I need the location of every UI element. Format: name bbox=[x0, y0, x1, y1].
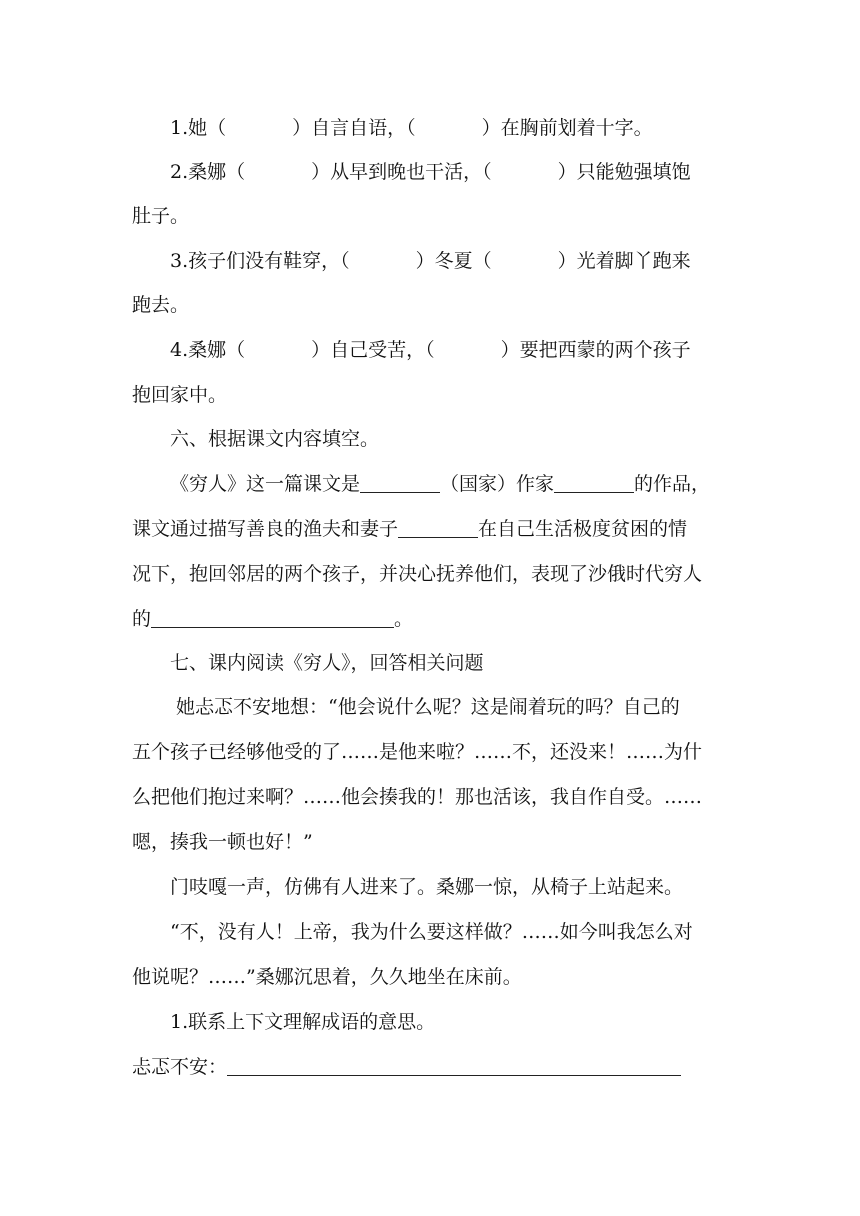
passage-line: 嗯，揍我一顿也好！” bbox=[132, 831, 313, 853]
q5-4 bbox=[170, 336, 770, 364]
passage-line: 么把他们抱过来啊？……他会揍我的！那也活该，我自作自受。…… bbox=[132, 786, 703, 808]
section6-title: 六、根据课文内容填空。 bbox=[170, 428, 380, 450]
text: 课文通过描写善良的渔夫和妻子 bbox=[132, 518, 399, 540]
q-text: ）在胸前划着十字。 bbox=[481, 117, 653, 139]
q-text: ）只能勉强填饱 bbox=[557, 161, 691, 183]
q-text: ）从早到晚也干活，（ bbox=[311, 161, 492, 183]
q5-2-cont: 肚子。 bbox=[132, 205, 190, 227]
q5-4-cont: 抱回家中。 bbox=[132, 384, 228, 406]
q-text: ）冬夏（ bbox=[415, 250, 492, 272]
passage-line: 五个孩子已经够他受的了……是他来啦？……不，还没来！……为什 bbox=[132, 741, 703, 763]
q-text: ）要把西蒙的两个孩子 bbox=[500, 339, 691, 361]
section6-line3: 况下，抱回邻居的两个孩子，并决心抚养他们，表现了沙俄时代穷人 bbox=[132, 563, 703, 585]
q-num: 4. bbox=[170, 339, 189, 361]
passage-line: “不，没有人！上帝，我为什么要这样做？……如今叫我怎么对 bbox=[170, 921, 693, 943]
answer-line bbox=[132, 1053, 732, 1081]
q5-2 bbox=[170, 158, 770, 186]
fill-underline-author[interactable] bbox=[554, 474, 634, 493]
text: 的作品， bbox=[634, 473, 711, 495]
fill-underline-name[interactable] bbox=[398, 519, 478, 538]
q5-3 bbox=[170, 247, 770, 275]
q5-3-cont: 跑去。 bbox=[132, 294, 190, 316]
q-num: 3. bbox=[170, 250, 189, 272]
section6-line4 bbox=[132, 605, 732, 633]
q-num: 2. bbox=[170, 161, 189, 183]
passage-line: 她忐忑不安地想：“他会说什么呢？这是闹着玩的吗？自己的 bbox=[176, 696, 680, 718]
answer-underline[interactable] bbox=[227, 1057, 681, 1076]
q-text: 桑娜（ bbox=[188, 339, 246, 361]
fill-underline-quality[interactable] bbox=[151, 609, 394, 628]
answer-label: 忐忑不安： bbox=[132, 1056, 228, 1078]
q-text: 桑娜（ bbox=[188, 161, 246, 183]
q-text: ）自言自语，（ bbox=[292, 117, 416, 139]
section7-title: 七、课内阅读《穷人》，回答相关问题 bbox=[170, 652, 484, 674]
section6-line2 bbox=[132, 515, 732, 543]
section6-line1 bbox=[170, 470, 770, 498]
q-text: 她（ bbox=[188, 117, 227, 139]
q-num: 1. bbox=[170, 117, 189, 139]
text: （国家）作家 bbox=[440, 473, 555, 495]
text: 的 bbox=[132, 608, 152, 630]
q-text: ）自己受苦，（ bbox=[311, 339, 435, 361]
question-7-1: 1.联系上下文理解成语的意思。 bbox=[170, 1011, 436, 1033]
text: 在自己生活极度贫困的情 bbox=[478, 518, 688, 540]
q5-1 bbox=[170, 114, 770, 142]
passage-line: 门吱嘎一声，仿佛有人进来了。桑娜一惊，从椅子上站起来。 bbox=[170, 876, 684, 898]
q-text: 孩子们没有鞋穿，（ bbox=[188, 250, 350, 272]
q-text: ）光着脚丫跑来 bbox=[557, 250, 691, 272]
fill-underline-country[interactable] bbox=[360, 474, 440, 493]
passage-line: 他说呢？……”桑娜沉思着，久久地坐在床前。 bbox=[132, 966, 522, 988]
text: 。 bbox=[394, 608, 414, 630]
text: 《穷人》这一篇课文是 bbox=[170, 473, 361, 495]
